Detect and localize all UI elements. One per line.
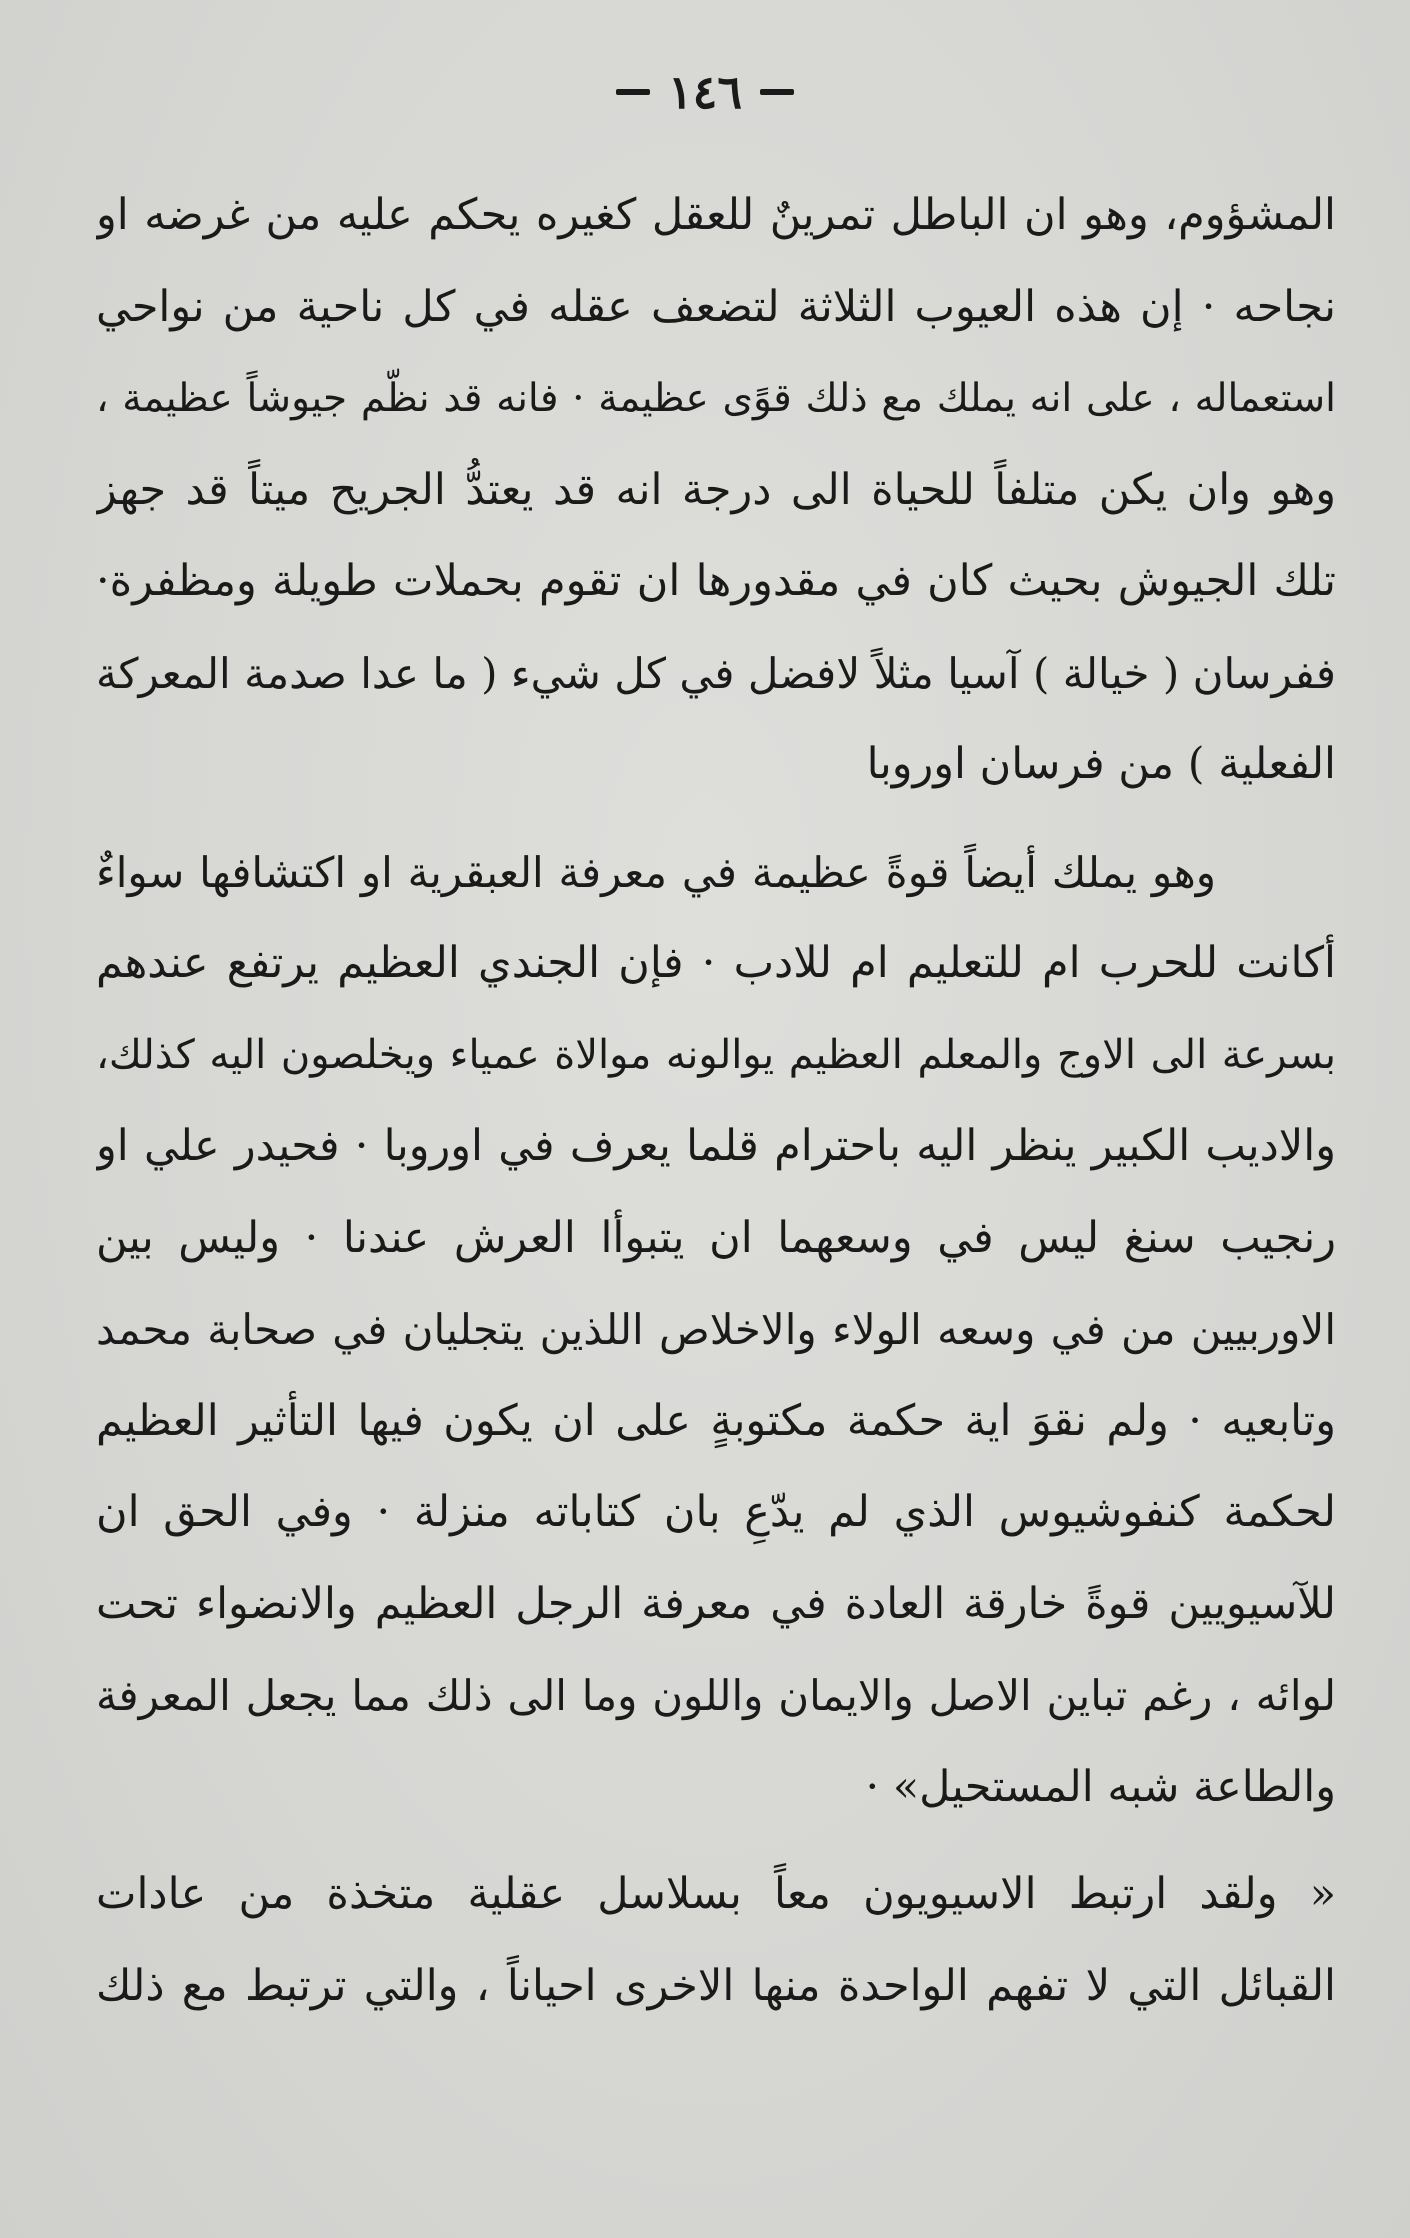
right-dash-ornament (760, 89, 794, 95)
text-line: « ولقد ارتبط الاسيويون معاً بسلاسل عقلية متخذة من عادات (96, 1869, 1336, 1919)
text-line: ففرسان ( خيالة ) آسيا مثلاً لافضل في كل شيء ( ما عدا صدمة المعركة (96, 648, 1336, 698)
paragraph-1 (96, 170, 1336, 811)
text-line: لوائه ، رغم تباين الاصل والايمان واللون وما الى ذلك مما يجعل المعرفة (96, 1671, 1336, 1720)
body-text (96, 170, 1336, 2032)
page-header (0, 62, 1410, 122)
text-line: الفعلية ) من فرسان اوروبا (866, 739, 1336, 789)
text-line: القبائل التي لا تفهم الواحدة منها الاخرى احياناً ، والتي ترتبط مع ذلك (96, 1960, 1336, 2011)
left-dash-ornament (616, 89, 650, 95)
text-line: وهو يملك أيضاً قوةً عظيمة في معرفة العبقرية او اكتشافها سواءٌ (96, 847, 1216, 897)
text-line: تلك الجيوش بحيث كان في مقدورها ان تقوم بحملات طويلة ومظفرة· (96, 556, 1336, 606)
page-number: ١٤٦ (667, 65, 743, 119)
text-line: للآسيويين قوةً خارقة العادة في معرفة الرجل العظيم والانضواء تحت (96, 1578, 1336, 1629)
text-line: الاوربيين من في وسعه الولاء والاخلاص اللذين يتجليان في صحابة محمد (96, 1305, 1336, 1354)
paragraph-3 (96, 1849, 1336, 2032)
paragraph-2 (96, 827, 1336, 1834)
text-line: والاديب الكبير ينظر اليه باحترام قلما يعرف في اوروبا · فحيدر علي او (96, 1121, 1336, 1171)
text-line: لحكمة كنفوشيوس الذي لم يدّعِ بان كتاباته منزلة · وفي الحق ان (96, 1487, 1336, 1537)
text-line: نجاحه · إن هذه العيوب الثلاثة لتضعف عقله في كل ناحية من نواحي (96, 281, 1336, 332)
text-line: رنجيب سنغ ليس في وسعهما ان يتبوأا العرش عندنا · وليس بين (96, 1212, 1336, 1263)
text-line: أكانت للحرب ام للتعليم ام للادب · فإن الجندي العظيم يرتفع عندهم (96, 938, 1336, 988)
text-line: والطاعة شبه المستحيل» · (865, 1761, 1336, 1812)
text-line: وتابعيه · ولم نقوَ اية حكمة مكتوبةٍ على ان يكون فيها التأثير العظيم (96, 1395, 1336, 1446)
text-line: بسرعة الى الاوج والمعلم العظيم يوالونه موالاة عمياء ويخلصون اليه كذلك، (96, 1031, 1336, 1078)
text-line: استعماله ، على انه يملك مع ذلك قوًى عظيمة · فانه قد نظّم جيوشاً عظيمة ، (96, 376, 1336, 421)
text-line: وهو وان يكن متلفاً للحياة الى درجة انه قد يعتدُّ الجريح ميتاً قد جهز (96, 464, 1336, 515)
text-line: المشؤوم، وهو ان الباطل تمرينٌ للعقل كغيره يحكم عليه من غرضه او (96, 190, 1336, 240)
